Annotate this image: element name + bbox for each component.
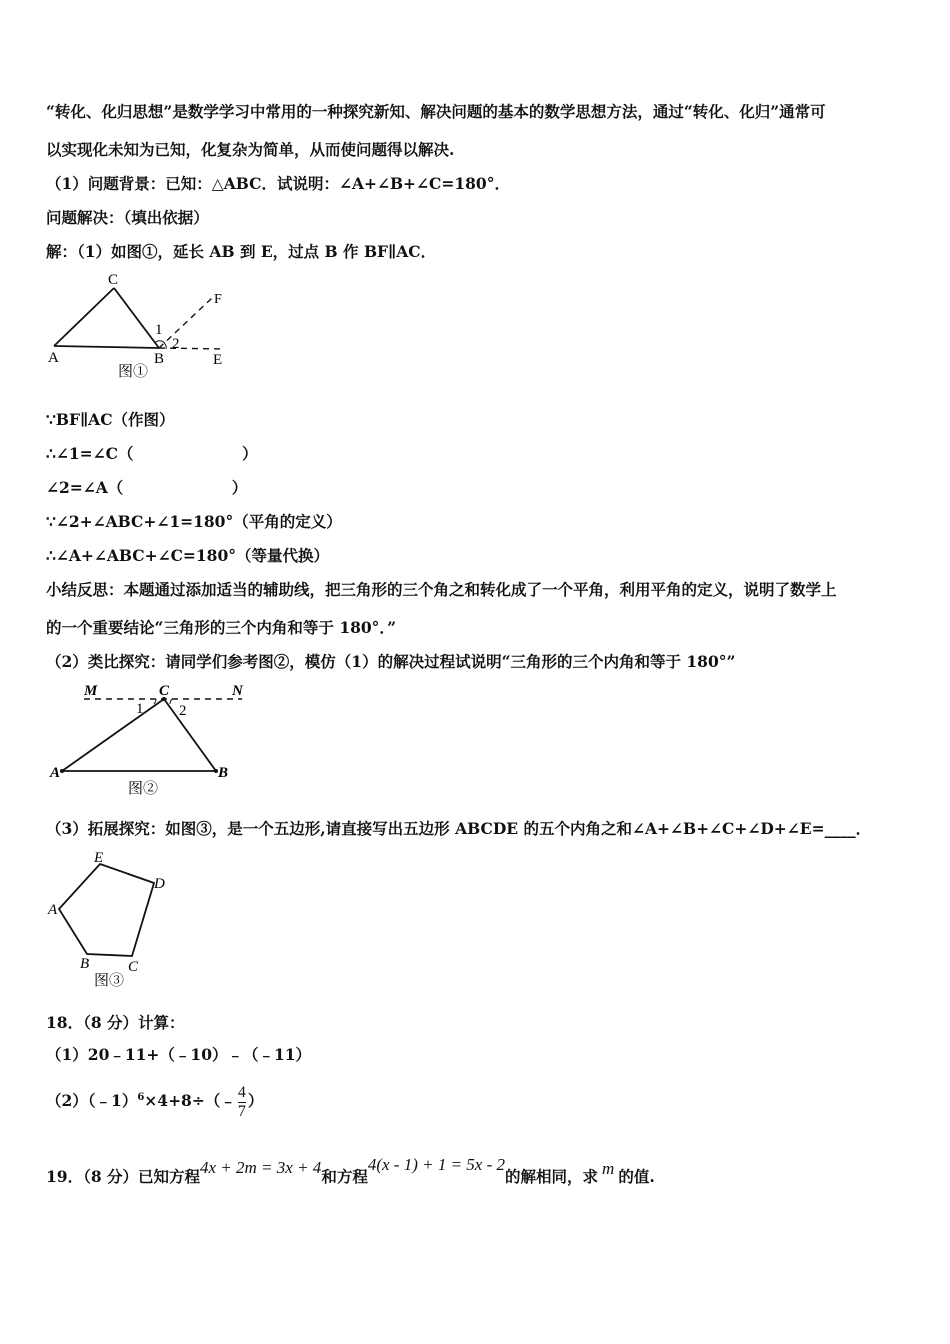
step-1: ∵BF∥AC（作图） <box>46 410 175 429</box>
fig3-caption: 图③ <box>94 973 125 989</box>
fig1-label-f: F <box>214 292 222 307</box>
fig2-caption: 图② <box>128 781 159 797</box>
q19-end: 的值. <box>618 1167 655 1186</box>
fig1-caption: 图① <box>118 364 149 380</box>
figure-3 <box>44 848 184 993</box>
step-3: ∠2=∠A（ ） <box>46 478 248 497</box>
fig1-label-c: C <box>108 272 119 288</box>
q3-text: （3）拓展探究：如图③，是一个五边形,请直接写出五边形 ABCDE 的五个内角之和∠A+∠B+∠C+∠D+∠E=____． <box>46 819 872 838</box>
fig2-label-m: M <box>84 683 98 699</box>
q19-equation-2: 4(x - 1) + 1 = 5x - 2 <box>367 1155 506 1174</box>
fig1-label-e: E <box>213 352 223 368</box>
q19-equation-1: 4x + 2m = 3x + 4 <box>200 1158 322 1177</box>
q18-2-prefix: （2）（﹣1） <box>46 1091 138 1111</box>
q19-variable-m: m <box>602 1159 615 1178</box>
fig2-label-c: C <box>159 683 170 699</box>
fig3-label-b: B <box>80 956 90 972</box>
summary-line-2: 的一个重要结论“三角形的三个内角和等于 180°．” <box>46 618 397 637</box>
fig1-label-b: B <box>154 351 165 367</box>
q18-2-exponent: 6 <box>137 1092 145 1103</box>
fig1-label-1: 1 <box>155 322 163 338</box>
intro-line-1: “转化、化归思想”是数学学习中常用的一种探究新知、解决问题的基本的数学思想方法，通过“转化、化归”通常可 <box>46 102 826 121</box>
fig1-label-a: A <box>48 350 59 366</box>
fraction-4-7 <box>238 1084 246 1121</box>
q18-part-1: （1）20﹣11+（﹣10）﹣（﹣11） <box>46 1045 312 1064</box>
q18-part-2 <box>46 1078 263 1121</box>
q1-solve-heading: 问题解决：（填出依据） <box>46 208 209 227</box>
step-4: ∵∠2+∠ABC+∠1=180°（平角的定义） <box>46 512 342 531</box>
fig1-label-2: 2 <box>172 336 180 352</box>
fig2-label-b: B <box>218 765 229 781</box>
figure-2 <box>44 680 254 800</box>
fig3-label-e: E <box>94 850 104 866</box>
fig2-label-1: 1 <box>136 701 144 717</box>
q2-text: （2）类比探究：请同学们参考图②，模仿（1）的解决过程试说明“三角形的三个内角和等于 180°” <box>46 652 736 671</box>
q19-text <box>46 1155 655 1190</box>
fig2-label-a: A <box>50 765 61 781</box>
fraction-denominator: 7 <box>237 1102 246 1120</box>
q18-2-suffix: ） <box>247 1091 264 1111</box>
q1-solution-start: 解：（1）如图①，延长 AB 到 E，过点 B 作 BF∥AC． <box>46 242 437 261</box>
fig3-label-c: C <box>128 959 139 975</box>
figure-1 <box>44 268 244 383</box>
step-5: ∴∠A+∠ABC+∠C=180°（等量代换） <box>46 546 330 565</box>
q19-after: 的解相同，求 <box>505 1167 599 1186</box>
fig3-label-d: D <box>154 876 165 892</box>
step-2: ∴∠1=∠C（ ） <box>46 444 258 463</box>
q19-mid: 和方程 <box>321 1167 368 1186</box>
fig3-label-a: A <box>48 902 58 918</box>
summary-line-1: 小结反思：本题通过添加适当的辅助线，把三角形的三个角之和转化成了一个平角，利用平角的定义，说明了数学上 <box>46 580 837 599</box>
q1-background: （1）问题背景：已知：△ABC．试说明：∠A+∠B+∠C=180°． <box>46 174 510 193</box>
q18-title: 18．（8 分）计算： <box>46 1013 185 1032</box>
intro-line-2: 以实现化未知为已知，化复杂为简单，从而使问题得以解决. <box>46 140 455 159</box>
q19-prefix: 19．（8 分）已知方程 <box>46 1167 201 1186</box>
fraction-numerator: 4 <box>237 1083 246 1101</box>
q18-2-mid: ×4+8÷（﹣ <box>144 1091 236 1111</box>
fig2-label-2: 2 <box>179 703 187 719</box>
fig2-label-n: N <box>232 683 243 699</box>
